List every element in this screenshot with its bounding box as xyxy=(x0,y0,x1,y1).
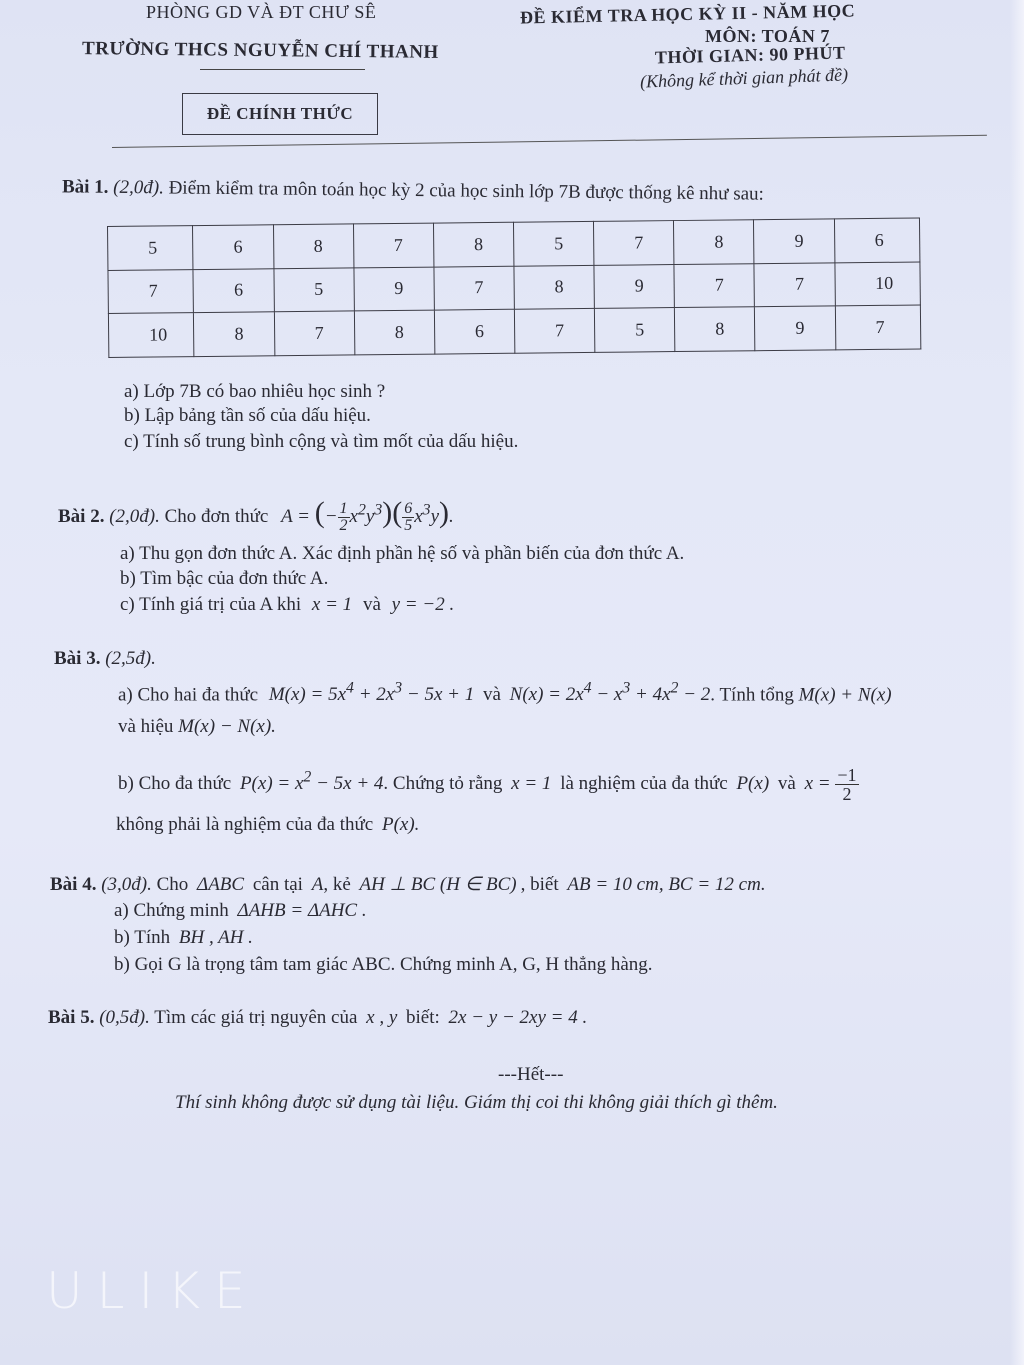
bai1-label: Bài 1. xyxy=(61,176,109,198)
poly-m-formula: $M(x) = 5x^4 + 2x^3 - 5x + 1$ xyxy=(268,680,475,706)
table-cell: 7 xyxy=(108,269,194,314)
table-cell: 6 xyxy=(193,268,274,312)
bai2-question-b: b) Tìm bậc của đơn thức A. xyxy=(120,568,329,589)
bai1-question-c: c) Tính số trung bình cộng và tìm mốt của dấu hiệu. xyxy=(124,431,519,452)
bai2-question-c xyxy=(120,594,454,616)
table-cell: 7 xyxy=(594,221,675,265)
time-line: THỜI GIAN: 90 PHÚT xyxy=(654,42,846,68)
sum-expression: M(x) + N(x) xyxy=(798,684,892,706)
table-cell: 7 xyxy=(674,263,755,307)
bai1-heading xyxy=(62,176,764,205)
bai5-text: Tìm các giá trị nguyên của xyxy=(154,1007,358,1028)
bai3-heading xyxy=(54,648,156,670)
bai2-c-text: c) Tính giá trị của A khi xyxy=(120,594,302,615)
table-cell: 5 xyxy=(273,268,354,312)
table-cell: 5 xyxy=(108,226,194,271)
bai1-question-a: a) Lớp 7B có bao nhiêu học sinh ? xyxy=(124,381,386,402)
bai3-label: Bài 3. xyxy=(54,648,101,669)
bai4-label: Bài 4. xyxy=(50,874,97,895)
bai2-c-x-value: x = 1 xyxy=(311,594,353,615)
table-cell: 7 xyxy=(353,223,434,267)
bai3-question-a xyxy=(118,680,892,706)
poly-p-formula: $P(x) = x^2 - 5x + 4$ xyxy=(239,768,384,794)
root-x1: x = 1 xyxy=(511,772,552,794)
bai1-text: Điểm kiểm tra môn toán học kỳ 2 của học sinh lớp 7B được thống kê như sau: xyxy=(168,177,764,205)
table-cell: 10 xyxy=(834,262,920,307)
bai3-question-a-line2 xyxy=(118,716,276,738)
bai3-a-and: và xyxy=(482,684,501,706)
bai1-question-b: b) Lập bảng tần số của dấu hiệu. xyxy=(124,405,371,426)
bai5-text2: biết: xyxy=(406,1007,440,1028)
bai4-a-text: a) Chứng minh xyxy=(114,900,229,921)
bai4-question-a xyxy=(114,900,367,922)
bai2-heading xyxy=(58,496,454,534)
bai4-question-c: b) Gọi G là trọng tâm tam giác ABC. Chứng minh A, G, H thẳng hàng. xyxy=(114,954,653,975)
table-cell: 8 xyxy=(194,312,275,357)
exam-title: ĐỀ KIỂM TRA HỌC KỲ II - NĂM HỌC xyxy=(519,0,856,28)
table-cell: 9 xyxy=(594,264,675,308)
table-cell: 9 xyxy=(354,267,435,311)
bai3-a-line2-text: và hiệu xyxy=(118,716,174,737)
bai3-points: (2,5đ). xyxy=(105,648,156,669)
table-cell: 8 xyxy=(354,310,435,355)
table-cell: 8 xyxy=(273,224,354,268)
bai3-question-b-line2 xyxy=(116,814,419,836)
table-cell: 8 xyxy=(674,220,755,264)
school-underline xyxy=(200,69,365,70)
table-cell: 5 xyxy=(513,221,594,265)
table-cell: 8 xyxy=(433,222,514,266)
table-row xyxy=(108,305,920,357)
ulike-watermark: ULIKE xyxy=(46,1262,260,1320)
bai4-intro: Cho xyxy=(156,874,189,895)
bai3-b-and: và xyxy=(777,772,796,794)
end-marker: ---Hết--- xyxy=(498,1064,564,1085)
bai3-b-text: b) Cho đa thức xyxy=(118,772,232,794)
table-cell: 7 xyxy=(274,311,355,356)
time-note: (Không kể thời gian phát đề) xyxy=(639,64,849,92)
table-cell: 5 xyxy=(594,308,675,353)
bai4-heading xyxy=(50,873,766,896)
bai2-c-and: và xyxy=(362,594,381,615)
bai4-question-b xyxy=(114,927,253,949)
table-cell: 6 xyxy=(193,225,274,269)
table-cell: 6 xyxy=(834,218,920,263)
bai3-b-mid2: là nghiệm của đa thức xyxy=(560,772,728,794)
bai4-intro3: , kẻ xyxy=(323,874,351,895)
bai2-intro: Cho đơn thức xyxy=(164,506,269,527)
page-edge xyxy=(1010,0,1024,1365)
table-cell: 9 xyxy=(755,306,836,351)
school-name: TRƯỜNG THCS NGUYỄN CHÍ THANH xyxy=(81,38,439,63)
score-table xyxy=(107,217,921,358)
table-cell: 7 xyxy=(835,305,921,350)
difference-expression: M(x) − N(x). xyxy=(178,716,276,737)
bai5-heading xyxy=(48,1007,587,1029)
poly-p-ref-2: P(x). xyxy=(381,814,420,835)
bai3-a-text: a) Cho hai đa thức xyxy=(118,684,259,706)
subject-line: MÔN: TOÁN 7 xyxy=(705,26,830,46)
given-lengths: AB = 10 cm, BC = 12 cm. xyxy=(567,874,766,895)
bai4-b-text: b) Tính xyxy=(114,927,171,948)
congruence-expression: ΔAHB = ΔAHC . xyxy=(237,900,367,921)
table-cell: 8 xyxy=(675,307,756,352)
bai4-intro2: cân tại xyxy=(252,874,303,895)
bai4-intro4: , biết xyxy=(520,874,559,895)
table-cell: 10 xyxy=(108,313,194,358)
bai2-label: Bài 2. xyxy=(58,506,105,527)
table-cell: 6 xyxy=(434,310,515,355)
table-cell: 8 xyxy=(514,265,595,309)
variables-xy: x , y xyxy=(366,1007,398,1028)
table-cell: 7 xyxy=(754,263,835,307)
bai5-points: (0,5đ). xyxy=(99,1007,150,1028)
poly-n-formula: $N(x) = 2x^4 - x^3 + 4x^2 - 2$ xyxy=(509,680,711,706)
bai3-question-b xyxy=(118,766,859,803)
vertex-a: A xyxy=(311,874,324,895)
header-divider xyxy=(112,135,987,148)
perpendicular-expression: AH ⊥ BC (H ∈ BC) xyxy=(359,874,517,895)
bai3-b-mid: . Chứng tỏ rằng xyxy=(383,772,503,794)
table-cell: 9 xyxy=(754,219,835,263)
monomial-a-formula: A = (− $\frac{1}{2}$ $x^2y^3$)( $\frac{6}{5}$ $x^3y$). xyxy=(281,496,454,535)
bai3-b-line2-text: không phải là nghiệm của đa thức xyxy=(116,814,374,835)
bai2-question-a: a) Thu gọn đơn thức A. Xác định phần hệ số và phần biến của đơn thức A. xyxy=(120,543,685,564)
bai1-points: (2,0đ). xyxy=(113,176,164,199)
lengths-to-find: BH , AH . xyxy=(178,927,253,948)
root-x-half: x = $\frac{-1}{2}$ xyxy=(804,765,857,804)
poly-p-ref: P(x) xyxy=(736,772,770,794)
bai3-a-sum: . Tính tổng xyxy=(710,684,794,706)
equation-bai5: 2x − y − 2xy = 4 . xyxy=(448,1007,588,1028)
triangle-abc: ΔABC xyxy=(197,874,245,895)
table-cell: 7 xyxy=(514,309,595,354)
official-exam-badge: ĐỀ CHÍNH THỨC xyxy=(182,93,378,135)
bai5-label: Bài 5. xyxy=(48,1007,95,1028)
exam-note: Thí sinh không được sử dụng tài liệu. Giám thị coi thi không giải thích gì thêm. xyxy=(175,1092,778,1113)
bai2-c-y-value: y = −2 . xyxy=(391,594,455,615)
table-cell: 7 xyxy=(434,266,515,310)
bai2-points: (2,0đ). xyxy=(109,506,160,527)
bai4-points: (3,0đ). xyxy=(101,874,152,895)
department-name: PHÒNG GD VÀ ĐT CHƯ SÊ xyxy=(146,2,377,22)
